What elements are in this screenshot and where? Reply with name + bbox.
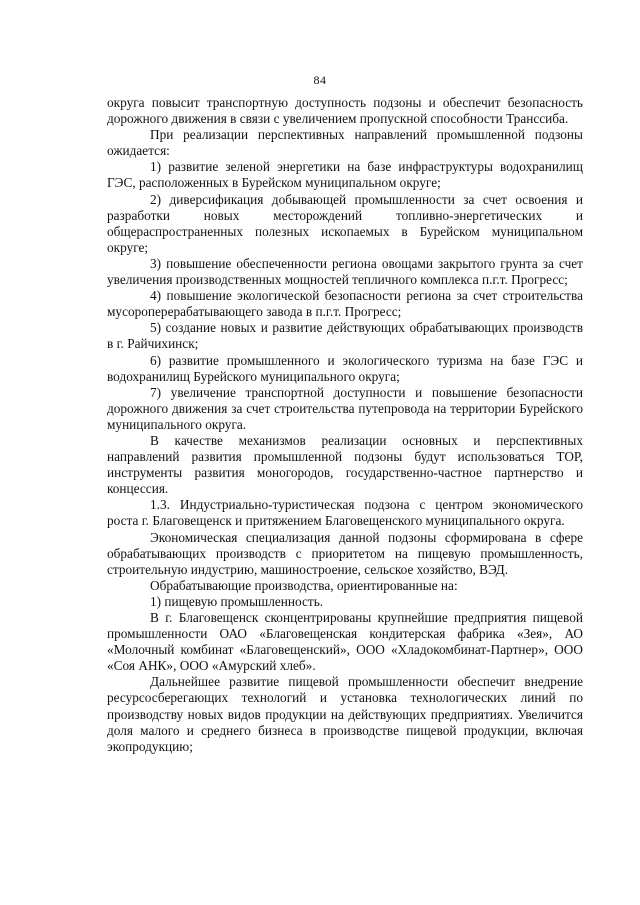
paragraph: При реализации перспективных направлений промышленной подзоны ожидается: xyxy=(107,127,583,159)
paragraph: Дальнейшее развитие пищевой промышленности обеспечит внедрение ресурсосберегающих технологий и установка технологических линий по производству новых видов продукции на действующих предприятиях. Увеличится доля малого и среднего бизнеса в производстве пищевой продукции, включая экопродукцию; xyxy=(107,674,583,754)
paragraph: округа повысит транспортную доступность подзоны и обеспечит безопасность дорожного движения в связи с увеличением пропускной способности Транссиба. xyxy=(107,95,583,127)
paragraph: В качестве механизмов реализации основных и перспективных направлений развития промышленной подзоны будут использоваться ТОР, инструменты развития моногородов, государственно-частное партнерство и концессия. xyxy=(107,432,583,497)
paragraph: В г. Благовещенск сконцентрированы крупнейшие предприятия пищевой промышленности ОАО «Благовещенская кондитерская фабрика «Зея», АО «Молочный комбинат «Благовещенский», ООО «Хладокомбинат-Партнер», ООО «Соя АНК», ООО «Амурский хлеб». xyxy=(107,610,583,674)
paragraph: Экономическая специализация данной подзоны сформирована в сфере обрабатывающих производств с приоритетом на пищевую промышленность, строительную индустрию, машиностроение, сельское хозяйство, ВЭД. xyxy=(107,529,583,577)
paragraph: 1) пищевую промышленность. xyxy=(150,593,324,609)
page-number: 84 xyxy=(313,73,327,87)
paragraph: 4) повышение экологической безопасности региона за счет строительства мусороперерабатывающего завода в п.г.т. Прогресс; xyxy=(107,288,583,320)
paragraph: 6) развитие промышленного и экологического туризма на базе ГЭС и водохранилищ Бурейского муниципального округа; xyxy=(107,352,583,384)
paragraph: 1.3. Индустриально-туристическая подзона с центром экономического роста г. Благовещенск и притяжением Благовещенского муниципального округа. xyxy=(107,497,583,529)
paragraph: 3) повышение обеспеченности региона овощами закрытого грунта за счет увеличения производственных мощностей тепличного комплекса п.г.т. Прогресс; xyxy=(107,255,583,288)
paragraph: 5) создание новых и развитие действующих обрабатывающих производств в г. Райчихинск; xyxy=(107,320,583,352)
paragraph: Обрабатывающие производства, ориентированные на: xyxy=(150,577,458,593)
paragraph: 7) увеличение транспортной доступности и повышение безопасности дорожного движения за счет строительства путепровода на территории Бурейского муниципального округа. xyxy=(107,384,583,432)
paragraph: 1) развитие зеленой энергетики на базе инфраструктуры водохранилищ ГЭС, расположенных в Бурейском муниципальном округе; xyxy=(107,159,583,191)
paragraph: 2) диверсификация добывающей промышленности за счет освоения и разработки новых месторождений топливно-энергетических и общераспространенных полезных ископаемых в Бурейском муниципальном округе; xyxy=(107,191,583,255)
document-body xyxy=(107,95,583,755)
